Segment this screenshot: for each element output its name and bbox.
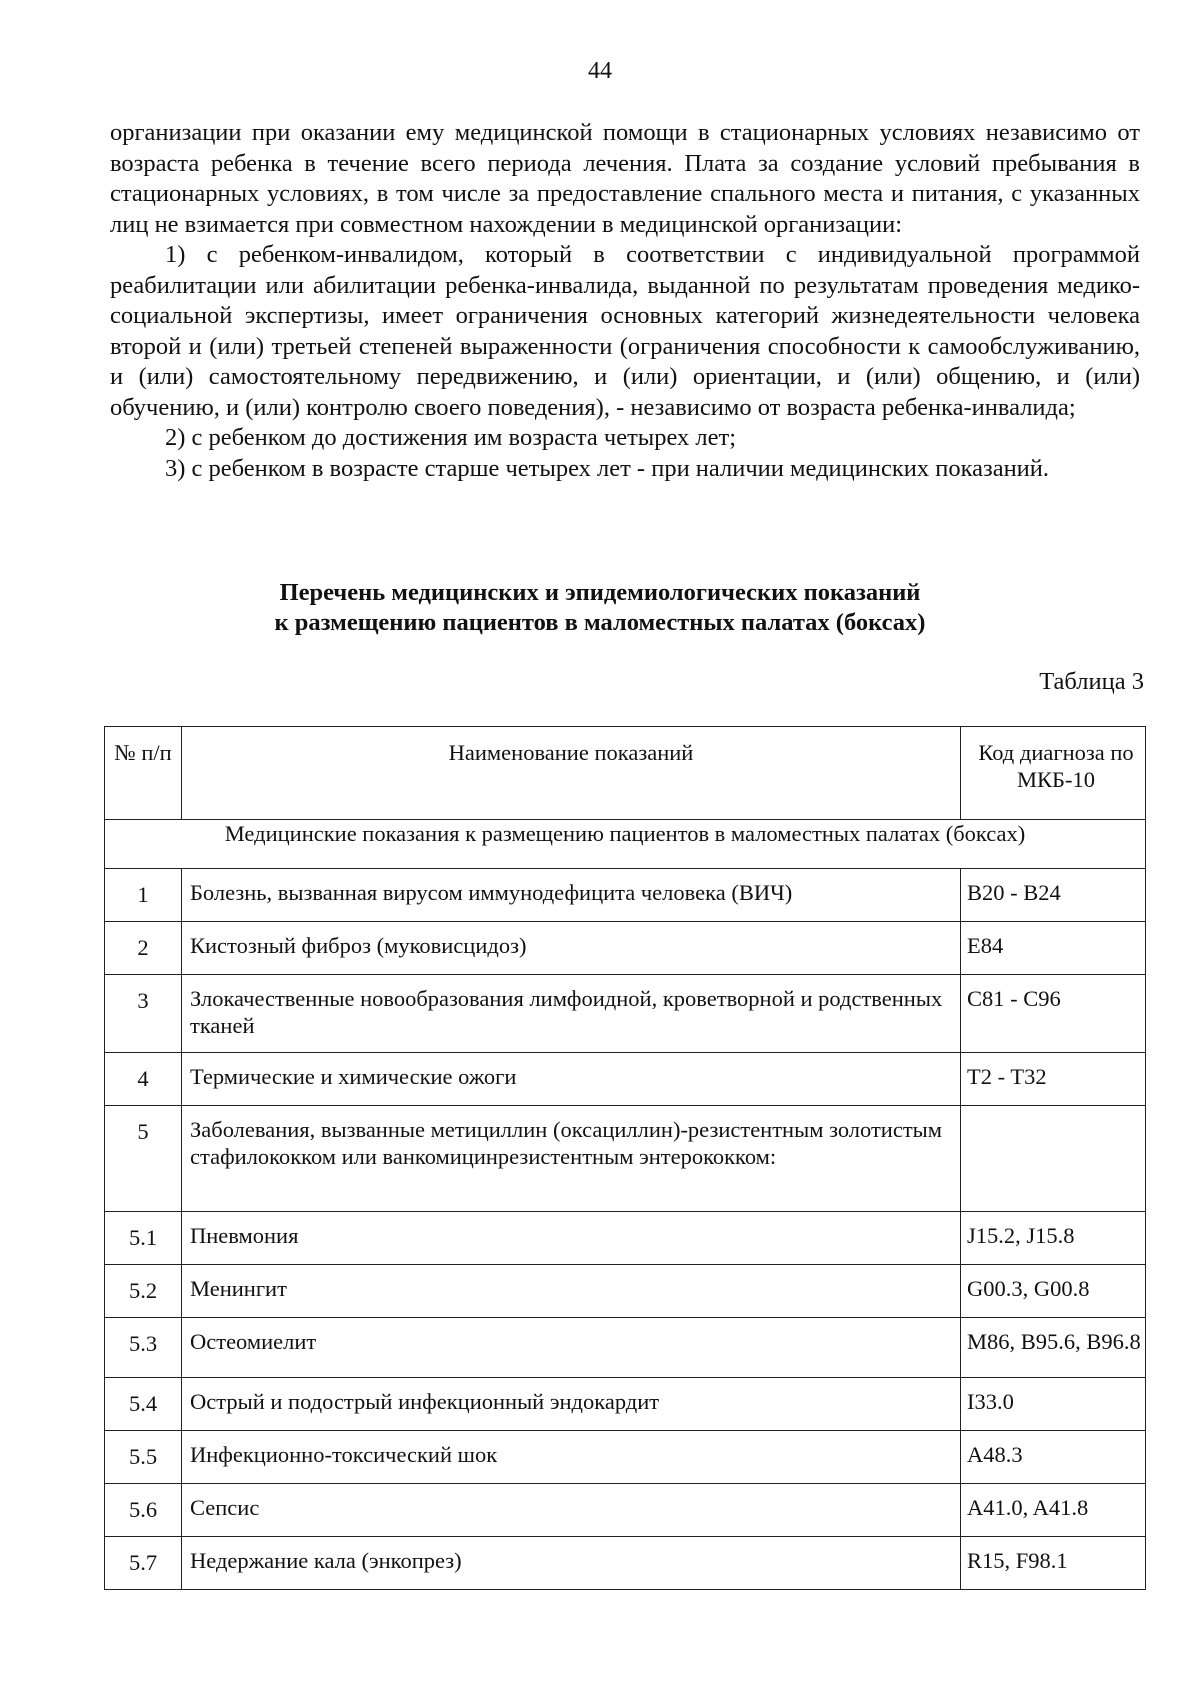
row-name: Сепсис (182, 1484, 961, 1537)
row-name: Пневмония (182, 1212, 961, 1265)
row-number: 5.4 (105, 1378, 182, 1431)
body-text (110, 118, 1140, 484)
table-row (105, 1265, 1146, 1318)
row-code: A41.0, A41.8 (961, 1484, 1146, 1537)
row-number: 5.6 (105, 1484, 182, 1537)
table-row (105, 1318, 1146, 1378)
table-row (105, 1537, 1146, 1590)
row-number: 5.5 (105, 1431, 182, 1484)
indications-table (104, 726, 1146, 1590)
list-item-2: 2) с ребенком до достижения им возраста четырех лет; (165, 424, 737, 451)
group-title: Медицинские показания к размещению пациентов в маломестных палатах (боксах) (105, 820, 1146, 869)
row-number: 5.1 (105, 1212, 182, 1265)
table-row (105, 1484, 1146, 1537)
row-name: Термические и химические ожоги (182, 1053, 961, 1106)
row-code: E84 (961, 922, 1146, 975)
list-item-3: 3) с ребенком в возрасте старше четырех лет - при наличии медицинских показаний. (165, 454, 1050, 482)
header-code: Код диагноза по МКБ-10 (961, 727, 1146, 820)
table-row (105, 1378, 1146, 1431)
row-number: 3 (105, 975, 182, 1053)
table-row (105, 869, 1146, 922)
row-name: Остеомиелит (182, 1318, 961, 1378)
row-code: I33.0 (961, 1378, 1146, 1431)
heading-line-2: к размещению пациентов в маломестных палатах (боксах) (274, 609, 926, 636)
row-name: Злокачественные новообразования лимфоидной, кроветворной и родственных тканей (182, 975, 961, 1053)
row-name: Менингит (182, 1265, 961, 1318)
row-code: G00.3, G00.8 (961, 1265, 1146, 1318)
row-name: Заболевания, вызванные метициллин (оксациллин)-резистентным золотистым стафилококком или ванкомицинрезистентным энтерококком: (182, 1106, 961, 1212)
row-number: 5.3 (105, 1318, 182, 1378)
table-group-row (105, 820, 1146, 869)
row-code: C81 - C96 (961, 975, 1146, 1053)
table-row (105, 975, 1146, 1053)
row-code: J15.2, J15.8 (961, 1212, 1146, 1265)
header-name: Наименование показаний (182, 727, 961, 820)
row-code: B20 - B24 (961, 869, 1146, 922)
row-code: T2 - T32 (961, 1053, 1146, 1106)
intro-paragraph: организации при оказании ему медицинской помощи в стационарных условиях независимо от возраста ребенка в течение всего периода лечения. Плата за создание условий пребывания в стационарных условиях, в том числе за предоставление спального места и питания, с указанных лиц не взимается при совместном нахождении в медицинской организации: (110, 119, 1140, 238)
row-name: Недержание кала (энкопрез) (182, 1537, 961, 1590)
row-number: 1 (105, 869, 182, 922)
row-name: Кистозный фиброз (муковисцидоз) (182, 922, 961, 975)
table-row (105, 1106, 1146, 1212)
row-number: 5.7 (105, 1537, 182, 1590)
row-code: M86, B95.6, B96.8 (961, 1318, 1146, 1378)
row-number: 4 (105, 1053, 182, 1106)
table-row (105, 1212, 1146, 1265)
list-item-1: 1) с ребенком-инвалидом, который в соответствии с индивидуальной программой реабилитации или абилитации ребенка-инвалида, выданной по результатам проведения медико-социальной экспертизы, имеет ограничения основных категорий жизнедеятельности человека второй и (или) третьей степеней выраженности (ограничения способности к самообслуживанию, и (или) самостоятельному передвижению, и (или) ориентации, и (или) общению, и (или) обучению, и (или) контролю своего поведения), - независимо от возраста ребенка-инвалида; (110, 241, 1140, 421)
row-code: R15, F98.1 (961, 1537, 1146, 1590)
table-label: Таблица 3 (1039, 668, 1144, 695)
row-number: 5.2 (105, 1265, 182, 1318)
table-row (105, 1053, 1146, 1106)
row-code (961, 1106, 1146, 1212)
row-number: 2 (105, 922, 182, 975)
row-code: A48.3 (961, 1431, 1146, 1484)
row-name: Инфекционно-токсический шок (182, 1431, 961, 1484)
table-header-row (105, 727, 1146, 820)
section-heading (0, 578, 1200, 638)
row-number: 5 (105, 1106, 182, 1212)
table-row (105, 922, 1146, 975)
table-row (105, 1431, 1146, 1484)
row-name: Острый и подострый инфекционный эндокардит (182, 1378, 961, 1431)
heading-line-1: Перечень медицинских и эпидемиологических показаний (279, 579, 921, 606)
page-number: 44 (588, 58, 612, 84)
row-name: Болезнь, вызванная вирусом иммунодефицита человека (ВИЧ) (182, 869, 961, 922)
header-number: № п/п (105, 727, 182, 820)
